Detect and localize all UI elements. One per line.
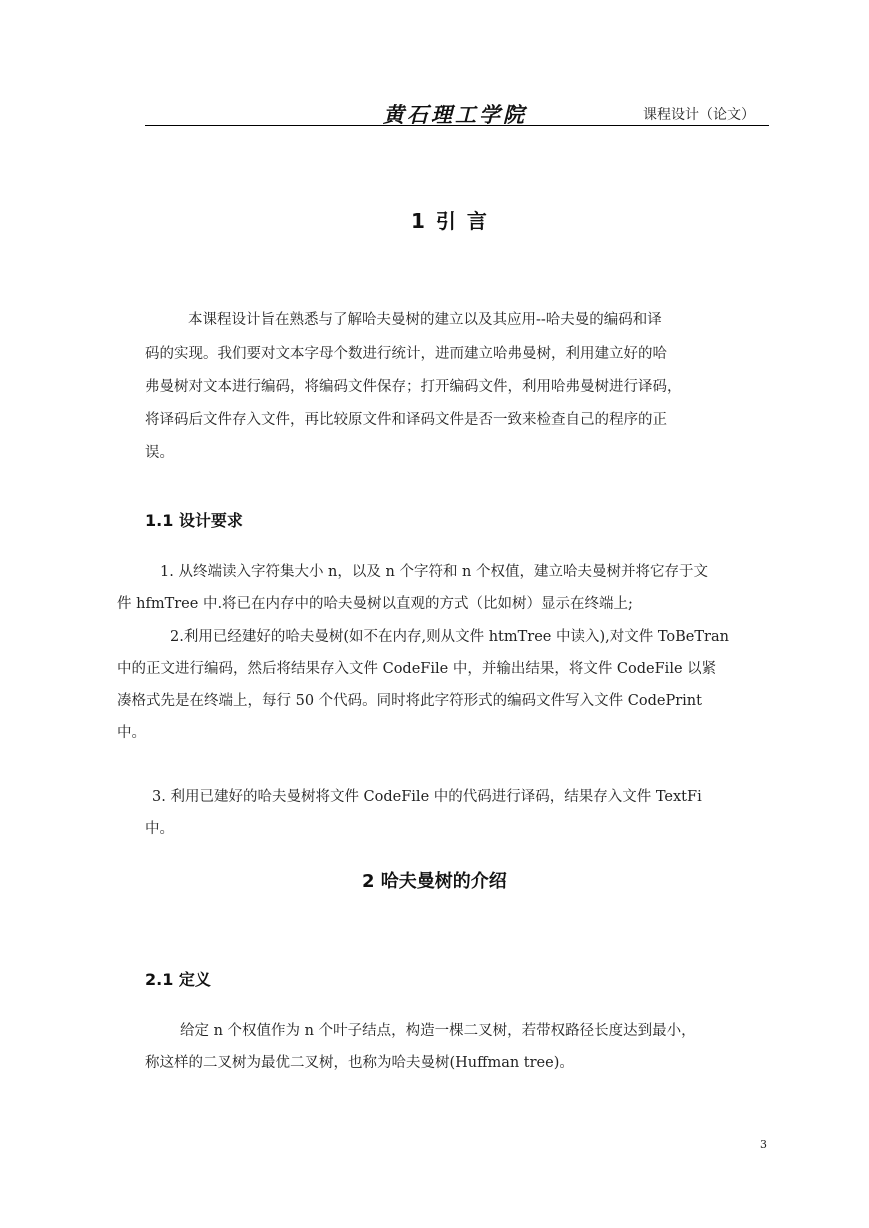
header-rule (145, 125, 769, 126)
requirement-2-line: 中。 (117, 725, 146, 741)
intro-line: 将译码后文件存入文件，再比较原文件和译码文件是否一致来检查自己的程序的正 (145, 412, 667, 428)
page-number: 3 (760, 1138, 767, 1151)
intro-line: 误。 (145, 445, 174, 461)
requirement-3-line: 中。 (145, 821, 174, 837)
section-2-1-title: 2.1 定义 (145, 970, 211, 989)
requirement-3-line: 3. 利用已建好的哈夫曼树将文件 CodeFile 中的代码进行译码，结果存入文件 TextFi (152, 789, 702, 805)
definition-line: 给定 n 个权值作为 n 个叶子结点，构造一棵二叉树，若带权路径长度达到最小， (180, 1023, 696, 1039)
section-1-1-title: 1.1 设计要求 (145, 511, 243, 530)
requirement-1-line: 件 hfmTree 中.将已在内存中的哈夫曼树以直观的方式（比如树）显示在终端上; (117, 596, 633, 612)
requirement-2-line: 中的正文进行编码，然后将结果存入文件 CodeFile 中，并输出结果，将文件 CodeFile 以紧 (117, 661, 717, 677)
intro-line: 本课程设计旨在熟悉与了解哈夫曼树的建立以及其应用--哈夫曼的编码和译 (188, 312, 662, 328)
requirement-2-line: 2.利用已经建好的哈夫曼树(如不在内存,则从文件 htmTree 中读入),对文件 ToBeTran (170, 629, 729, 645)
intro-line: 码的实现。我们要对文本字母个数进行统计，进而建立哈弗曼树，利用建立好的哈 (145, 346, 667, 362)
section-1-title: 1 引 言 (411, 209, 489, 233)
intro-line: 弗曼树对文本进行编码，将编码文件保存；打开编码文件，利用哈弗曼树进行译码， (145, 379, 682, 395)
requirement-1-line: 1. 从终端读入字符集大小 n，以及 n 个字符和 n 个权值，建立哈夫曼树并将它存于文 (160, 564, 709, 580)
header-doc-type: 课程设计（论文） (643, 107, 755, 123)
school-logo: 黄石理工学院 (383, 102, 527, 127)
definition-line: 称这样的二叉树为最优二叉树，也称为哈夫曼树(Huffman tree)。 (145, 1055, 574, 1071)
section-2-title: 2 哈夫曼树的介绍 (362, 871, 507, 892)
requirement-2-line: 凑格式先是在终端上，每行 50 个代码。同时将此字符形式的编码文件写入文件 CodePrint (117, 693, 702, 709)
